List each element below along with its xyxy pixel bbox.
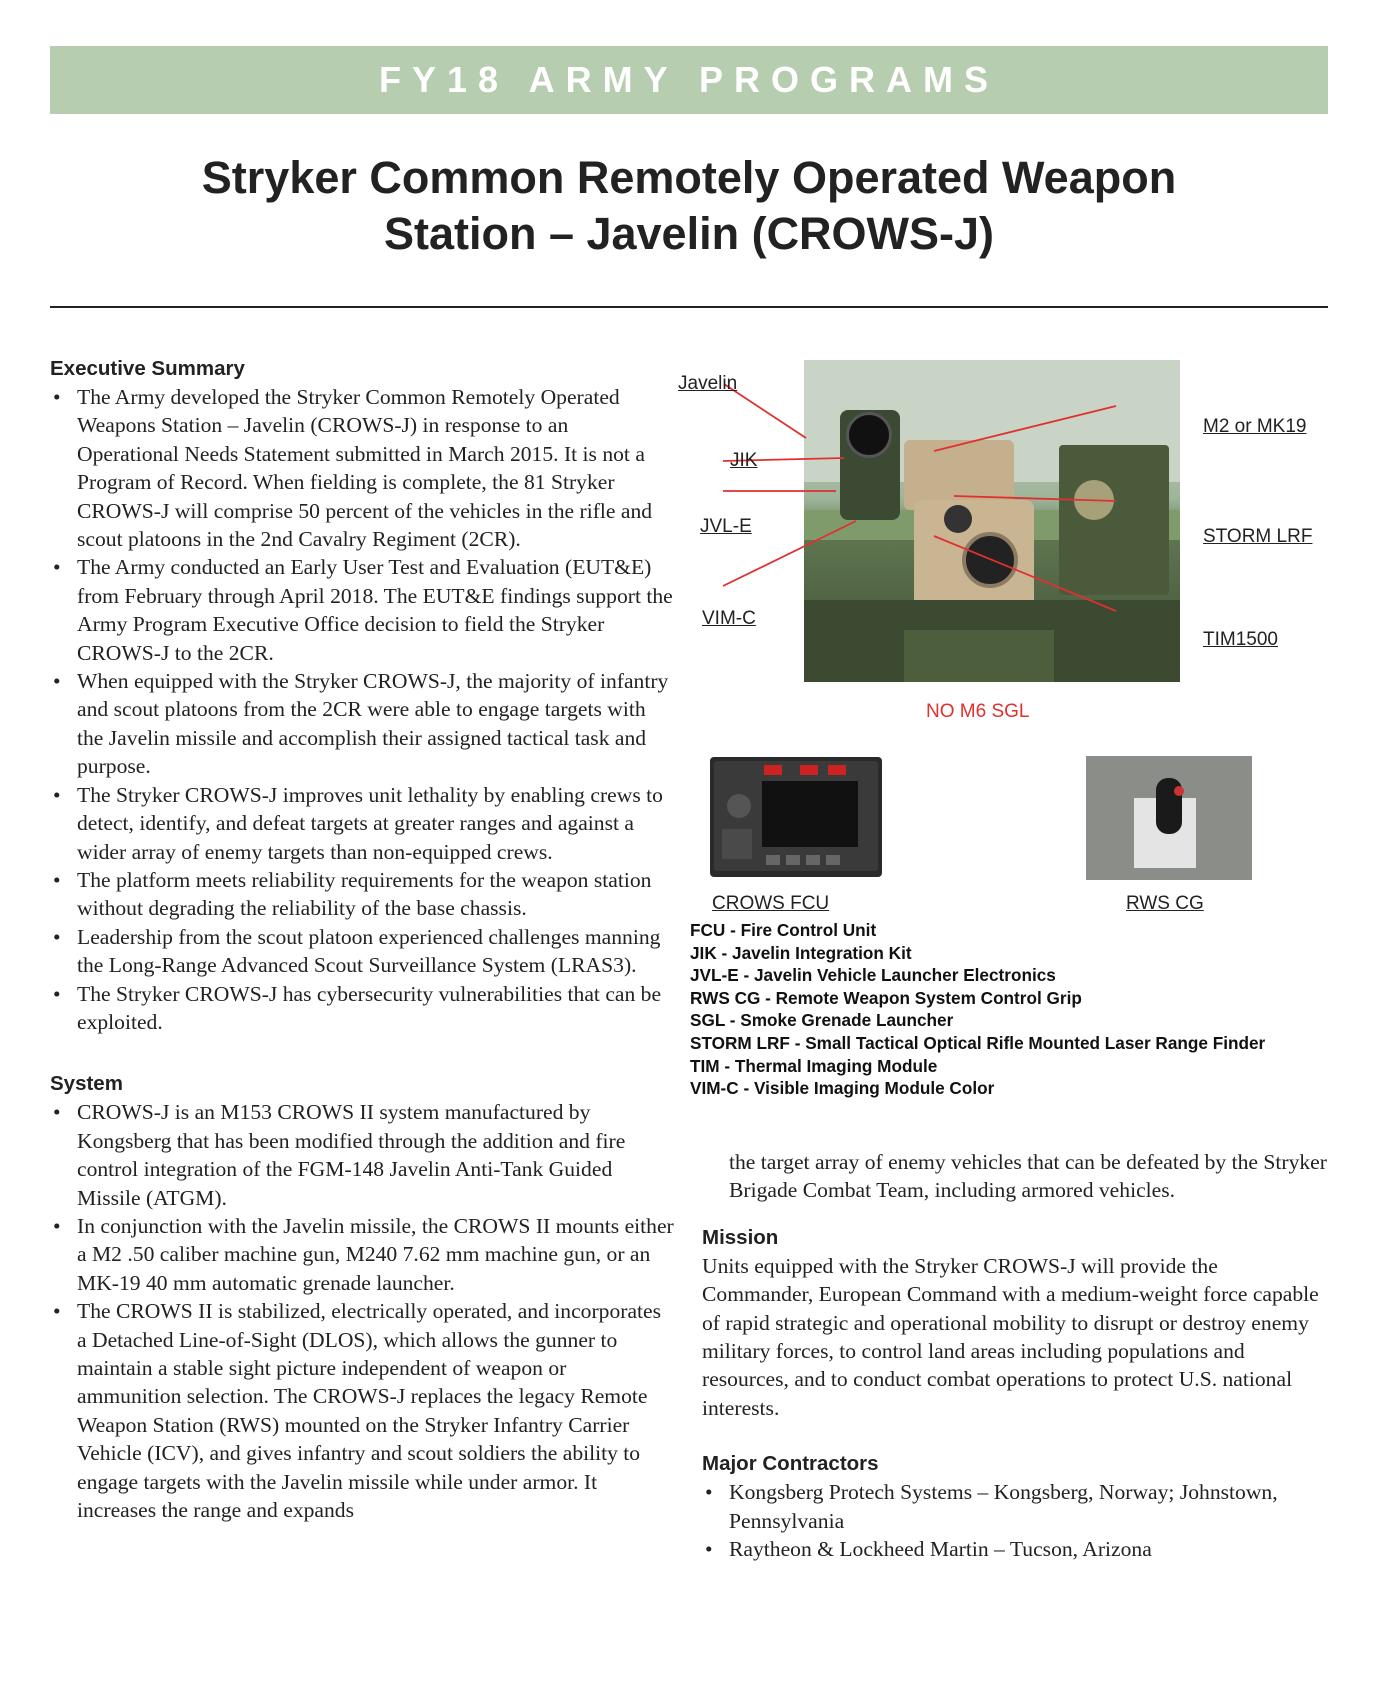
- system-continuation: the target array of enemy vehicles that can be defeated by the Stryker Brigade Combat Team, including armored vehicles.: [729, 1150, 1327, 1203]
- callout-javelin: Javelin: [678, 373, 738, 394]
- list-item: RWS CG - Remote Weapon System Control Grip: [690, 987, 1082, 1008]
- list-item: • When equipped with the Stryker CROWS-J, the majority of infantry and scout platoons from the 2CR were able to engage targets with the Javelin missile and accomplish their assigned tactical task and purpose.: [50, 667, 675, 781]
- list-item: FCU - Fire Control Unit: [690, 920, 877, 940]
- section-spacer: [702, 1205, 1328, 1224]
- list-item: SGL - Smoke Grenade Launcher: [690, 1010, 954, 1031]
- callout-vimc: VIM-C: [702, 608, 756, 629]
- callout-m2: M2 or MK19: [1203, 416, 1307, 437]
- list-item: • The platform meets reliability requirements for the weapon station without degrading the reliability of the base chassis.: [50, 866, 675, 923]
- section-spacer: [702, 1422, 1328, 1450]
- list-item: • The Army developed the Stryker Common Remotely Operated Weapons Station – Javelin (CROWS-J) in response to an Operational Needs Statement submitted in March 2015. It is not a Program of Record. When fielding is complete, the 81 Stryker CROWS-J will comprise 50 percent of the vehicles in the rifle and scout platoons in the 2nd Cavalry Regiment (2CR).: [50, 383, 675, 553]
- list-item: VIM-C - Visible Imaging Module Color: [690, 1078, 995, 1099]
- no-sgl-note: NO M6 SGL: [926, 701, 1030, 722]
- callout-jik: JIK: [730, 450, 758, 471]
- right-column: [702, 1148, 1328, 1563]
- contractors-heading: Major Contractors: [702, 1452, 879, 1476]
- left-column: [50, 355, 675, 1524]
- list-item: JIK - Javelin Integration Kit: [690, 942, 912, 963]
- list-item: • Raytheon & Lockheed Martin – Tucson, Arizona: [702, 1535, 1328, 1563]
- list-item: • CROWS-J is an M153 CROWS II system manufactured by Kongsberg that has been modified through the addition and fire control integration of the FGM-148 Javelin Anti-Tank Guided Missile (ATGM).: [50, 1098, 675, 1212]
- header-banner: [50, 46, 1328, 114]
- mission-heading: Mission: [702, 1225, 779, 1249]
- list-item: • The Stryker CROWS-J improves unit lethality by enabling crews to detect, identify, and defeat targets at greater ranges and against a wider array of enemy targets than non-equipped crews.: [50, 781, 675, 866]
- page-title-line-1: Stryker Common Remotely Operated Weapon: [201, 152, 1177, 203]
- executive-summary-heading: Executive Summary: [50, 357, 245, 380]
- contractors-list: [702, 1478, 1328, 1563]
- rws-cg-photo: [1086, 756, 1252, 880]
- mission-text: Units equipped with the Stryker CROWS-J will provide the Commander, European Command with a medium-weight force capable of rapid strategic and operational mobility to disrupt or destroy enemy military forces, to control land areas including populations and resources, and to conduct combat operations to protect U.S. national interests.: [702, 1253, 1319, 1420]
- list-item: • In conjunction with the Javelin missile, the CROWS II mounts either a M2 .50 caliber machine gun, M240 7.62 mm machine gun, or an MK-19 40 mm automatic grenade launcher.: [50, 1212, 675, 1297]
- crows-fcu-photo: [704, 751, 890, 886]
- list-item: • The CROWS II is stabilized, electrically operated, and incorporates a Detached Line-of-Sight (DLOS), which allows the gunner to maintain a stable sight picture independent of weapon or ammunition selection. The CROWS-J replaces the legacy Remote Weapon Station (RWS) mounted on the Stryker Infantry Carrier Vehicle (ICV), and gives infantry and scout soldiers the ability to engage targets with the Javelin missile while under armor. It increases the range and expands: [50, 1297, 675, 1524]
- callout-tim: TIM1500: [1203, 629, 1278, 650]
- abbreviation-list: [690, 919, 1265, 1100]
- list-item: • Leadership from the scout platoon experienced challenges manning the Long-Range Advanced Scout Surveillance System (LRAS3).: [50, 923, 675, 980]
- section-spacer: [50, 1036, 675, 1070]
- list-item: TIM - Thermal Imaging Module: [690, 1055, 938, 1076]
- fcu-caption: CROWS FCU: [712, 893, 830, 914]
- callout-storm: STORM LRF: [1203, 526, 1313, 547]
- page-title: [50, 150, 1328, 262]
- figure: [678, 356, 1331, 1101]
- page-title-line-2: Station – Javelin (CROWS-J): [383, 208, 995, 259]
- callout-jvle: JVL-E: [700, 516, 752, 537]
- rws-caption: RWS CG: [1126, 893, 1204, 914]
- banner-text: FY18 ARMY PROGRAMS: [378, 59, 1000, 100]
- title-divider: [50, 306, 1328, 308]
- list-item: STORM LRF - Small Tactical Optical Rifle Mounted Laser Range Finder: [690, 1032, 1266, 1053]
- system-list: [50, 1098, 675, 1524]
- list-item: JVL-E - Javelin Vehicle Launcher Electronics: [690, 965, 1056, 986]
- list-item: • The Stryker CROWS-J has cybersecurity vulnerabilities that can be exploited.: [50, 980, 675, 1037]
- system-heading: System: [50, 1072, 123, 1096]
- list-item: • Kongsberg Protech Systems – Kongsberg, Norway; Johnstown, Pennsylvania: [702, 1478, 1328, 1535]
- executive-summary-list: [50, 383, 675, 1036]
- list-item: • The Army conducted an Early User Test and Evaluation (EUT&E) from February through April 2018. The EUT&E findings support the Army Program Executive Office decision to field the Stryker CROWS-J to the 2CR.: [50, 553, 675, 667]
